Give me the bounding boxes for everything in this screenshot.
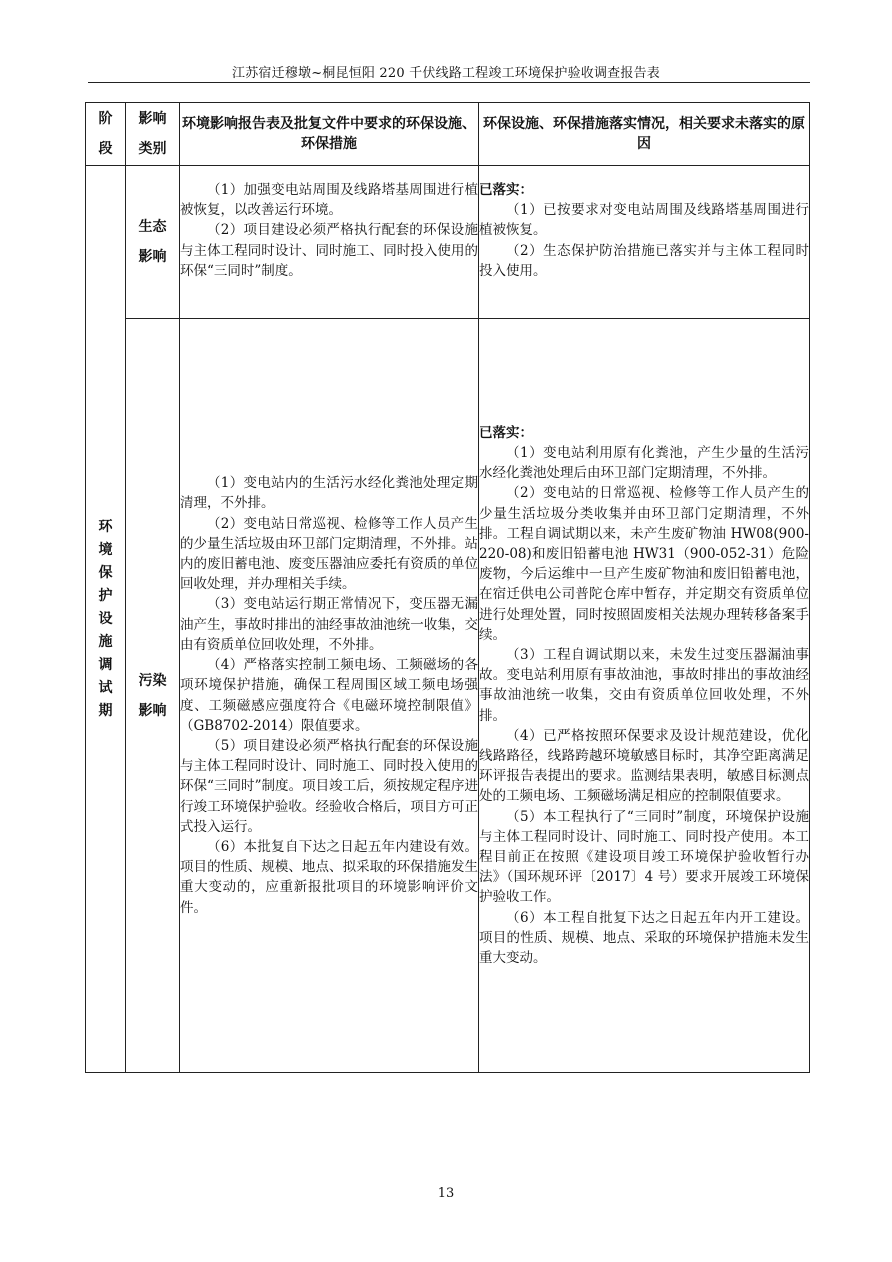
type-pollution-line-1: 污染: [138, 672, 167, 689]
table-row-pollution: [86, 319, 810, 1073]
type-pollution-line-2: 影响: [138, 702, 167, 719]
header-stage-line-1: 阶: [98, 111, 113, 127]
implementation-ecology: [479, 166, 810, 319]
impl-pollution-item: （3）工程自调试期以来，未发生过变压器漏油事故。变电站利用原有事故油池，事故时排出的事故油经事故油池统一收集，交由有资质单位回收处理，不外排。: [479, 646, 809, 724]
type-cell-ecology: [126, 166, 180, 319]
header-requirements: 环境影响报告表及批复文件中要求的环保设施、环保措施: [180, 103, 479, 166]
page-number: 13: [437, 1186, 455, 1201]
impl-pollution-item: （4）已严格按照环保要求及设计规范建设，优化线路路径，线路跨越环境敏感目标时，其净空距离满足环评报告表提出的要求。监测结果表明，敏感目标测点处的工频电场、工频磁场满足相应的控制限值要求。: [479, 727, 809, 805]
header-impact-type: [126, 103, 180, 166]
table-row-ecology: [86, 166, 810, 319]
implementation-pollution: [479, 319, 810, 1073]
header-stage: [86, 103, 126, 166]
req-pollution-item: （5）项目建设必须严格执行配套的环保设施与主体工程同时设计、同时施工、同时投入使用的环保“三同时”制度。项目竣工后，须按规定程序进行竣工环境保护验收。经验收合格后，项目方可正式投入运行。: [180, 737, 478, 835]
stage-label: 环境保护设施调试期: [98, 518, 113, 719]
impl-pollution-item: （6）本工程自批复下达之日起五年内开工建设。项目的性质、规模、地点、采取的环境保护措施未发生重大变动。: [479, 909, 809, 967]
req-pollution-item: （4）严格落实控制工频电场、工频磁场的各项环境保护措施，确保工程周围区域工频电场强度、工频磁感应强度符合《电磁环境控制限值》（GB8702-2014）限值要求。: [180, 657, 478, 734]
type-ecology-line-2: 影响: [138, 249, 167, 265]
req-pollution-item: （3）变电站运行期正常情况下，变压器无漏油产生，事故时排出的油经事故油池统一收集，交由有资质单位回收处理，不外排。: [180, 596, 478, 653]
req-ecology-item: （2）项目建设必须严格执行配套的环保设施与主体工程同时设计、同时施工、同时投入使用的环保“三同时”制度。: [180, 222, 478, 279]
impl-pollution-item: （2）变电站的日常巡视、检修等工作人员产生的少量生活垃圾分类收集并由环卫部门定期清理，不外排。工程自调试期以来，未产生废矿物油 HW08(900-220-08)和废旧铅蓄电池 HW31（900-052-31）危险废物，今后运维中一旦产生废矿物油和废旧铅蓄电池，在宿迁供电公司普陀仓库中暂存，并定期交有资质单位进行处理处置，同时按照固废相关法规办理转移备案手续。: [479, 485, 809, 643]
implemented-label: 已落实：: [479, 182, 533, 198]
measures-table: [85, 102, 810, 1073]
impl-pollution-item: （1）变电站利用原有化粪池，产生少量的生活污水经化粪池处理后由环卫部门定期清理，不外排。: [479, 444, 809, 482]
requirements-ecology: [180, 166, 479, 319]
type-ecology-line-1: 生态: [138, 219, 167, 235]
type-cell-pollution: [126, 319, 180, 1073]
req-pollution-item: （1）变电站内的生活污水经化粪池处理定期清理，不外排。: [180, 475, 478, 512]
header-stage-line-2: 段: [98, 141, 113, 157]
header-type-line-2: 类别: [138, 141, 167, 157]
stage-cell: [86, 166, 126, 1073]
impl-ecology-item: （2）生态保护防治措施已落实并与主体工程同时投入使用。: [479, 242, 809, 279]
req-pollution-item: （6）本批复自下达之日起五年内建设有效。项目的性质、规模、地点、拟采取的环保措施发生重大变动的，应重新报批项目的环境影响评价文件。: [180, 838, 478, 916]
header-divider: [88, 82, 810, 83]
impl-pollution-item: （5）本工程执行了“三同时”制度，环境保护设施与主体工程同时设计、同时施工、同时投产使用。本工程目前正在按照《建设项目竣工环境保护验收暂行办法》（国环规环评〔2017〕4 号）要求开展竣工环境保护验收工作。: [479, 808, 809, 906]
header-type-line-1: 影响: [138, 111, 167, 127]
implemented-label: 已落实：: [479, 424, 533, 441]
req-pollution-item: （2）变电站日常巡视、检修等工作人员产生的少量生活垃圾由环卫部门定期清理，不外排。站内的废旧蓄电池、废变压器油应委托有资质的单位回收处理，并办理相关手续。: [180, 515, 478, 593]
requirements-pollution: [180, 319, 479, 1073]
table-header-row: [86, 103, 810, 166]
report-header-title: 江苏宿迁穆墩~桐昆恒阳 220 千伏线路工程竣工环境保护验收调查报告表: [232, 66, 660, 81]
header-implementation: 环保设施、环保措施落实情况，相关要求未落实的原因: [479, 103, 810, 166]
req-ecology-item: （1）加强变电站周围及线路塔基周围进行植被恢复，以改善运行环境。: [180, 182, 478, 219]
impl-ecology-item: （1）已按要求对变电站周围及线路塔基周围进行植被恢复。: [479, 202, 809, 239]
